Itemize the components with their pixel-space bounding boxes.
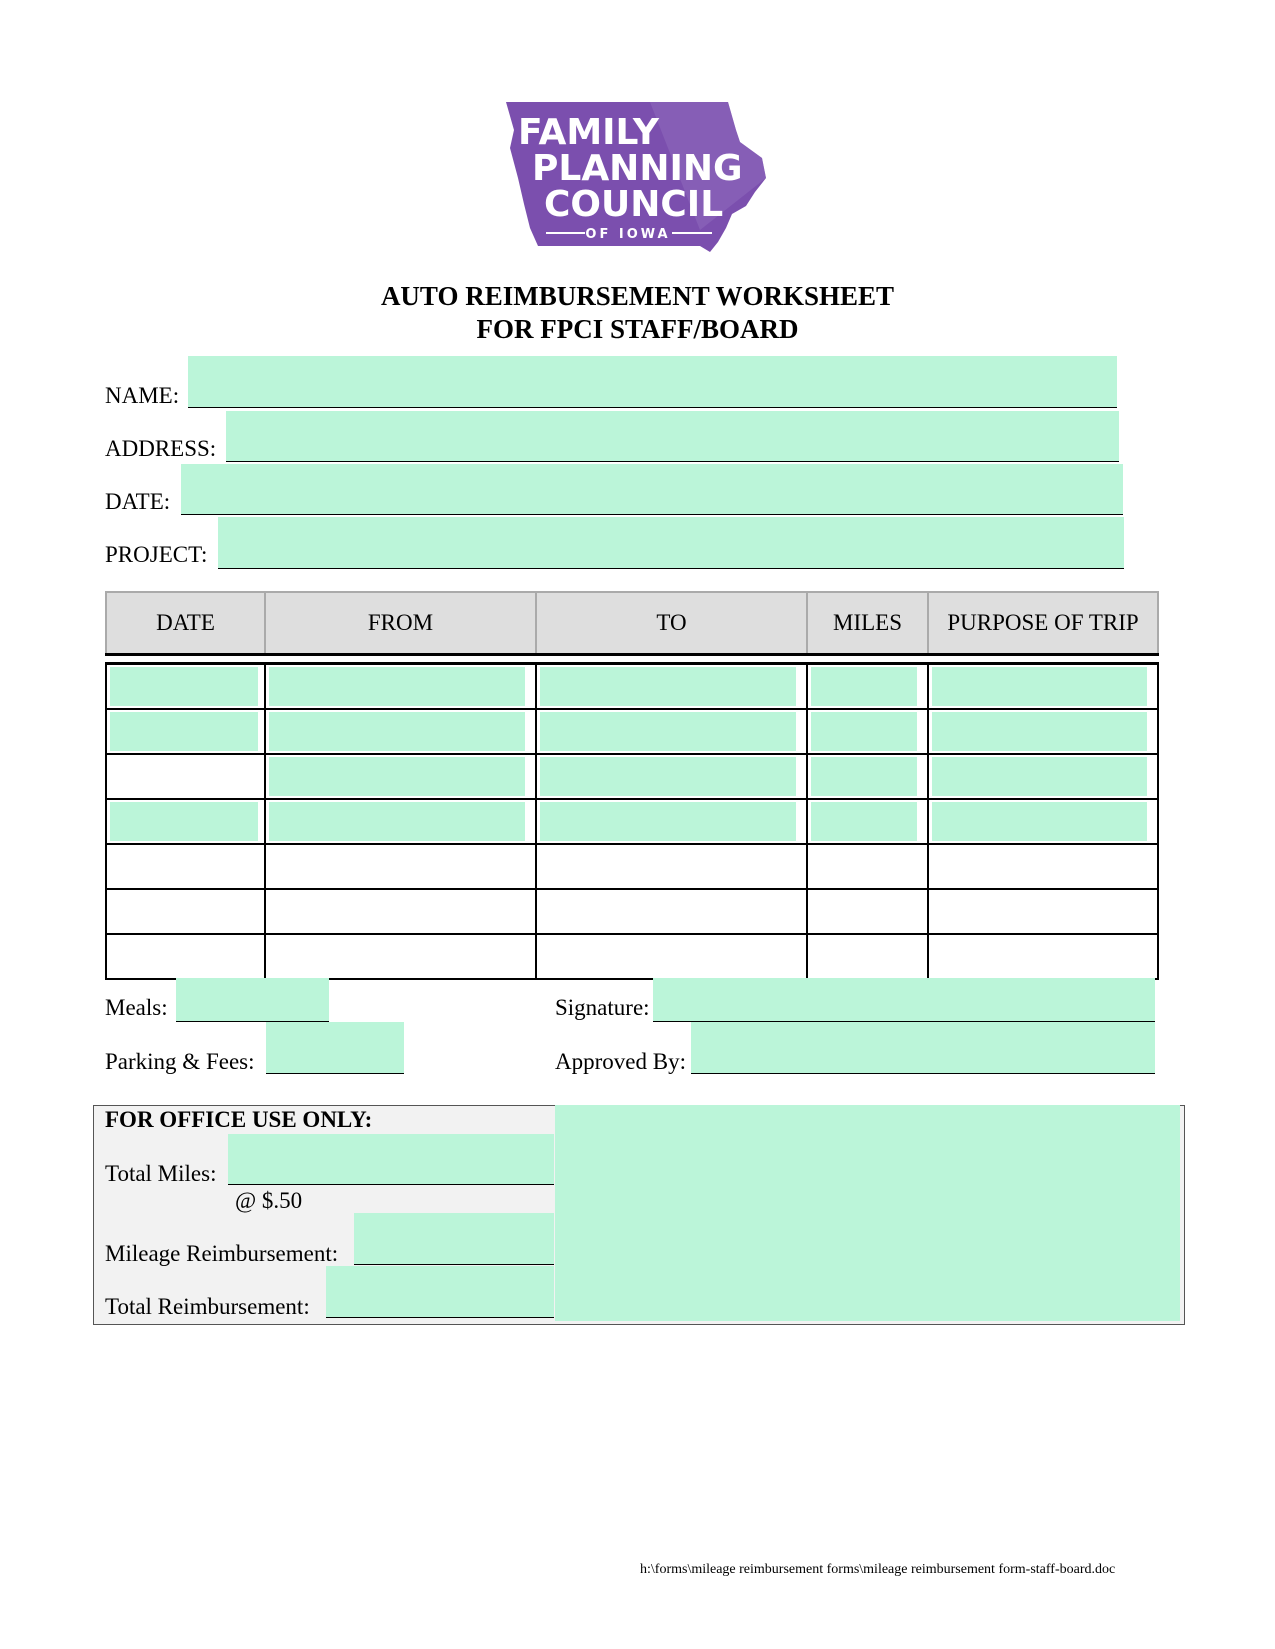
column-header-miles: MILES <box>807 592 928 655</box>
address-label: ADDRESS: <box>105 436 217 461</box>
table-row <box>106 844 1158 889</box>
page-subtitle: FOR FPCI STAFF/BOARD <box>476 314 799 344</box>
logo-line-1: FAMILY <box>518 112 659 153</box>
date-label: DATE: <box>105 489 171 514</box>
page-title: AUTO REIMBURSEMENT WORKSHEET <box>380 281 895 311</box>
meals-label: Meals: <box>105 995 168 1020</box>
table-row <box>106 664 1158 710</box>
project-field[interactable] <box>218 517 1124 569</box>
table-row <box>106 799 1158 844</box>
trip-to-field[interactable] <box>540 757 796 796</box>
table-row <box>106 934 1158 979</box>
column-header-date: DATE <box>106 592 265 655</box>
column-header-purpose: PURPOSE OF TRIP <box>928 592 1158 655</box>
logo-line-2: PLANNING <box>532 148 743 189</box>
parking-label: Parking & Fees: <box>105 1049 255 1074</box>
trip-purpose-field[interactable] <box>932 712 1147 751</box>
table-row <box>106 889 1158 934</box>
approved-by-label: Approved By: <box>555 1049 686 1074</box>
office-notes-field[interactable] <box>555 1105 1180 1321</box>
mileage-reimbursement-label: Mileage Reimbursement: <box>105 1241 339 1266</box>
logo-line-3: COUNCIL <box>544 184 724 225</box>
trip-to-field[interactable] <box>540 667 796 706</box>
total-miles-field[interactable] <box>228 1134 554 1185</box>
office-use-heading: FOR OFFICE USE ONLY: <box>105 1107 373 1132</box>
document-file-path: h:\forms\mileage reimbursement forms\mileage reimbursement form-staff-board.doc <box>640 1562 1116 1577</box>
trip-from-field[interactable] <box>269 667 525 706</box>
trip-purpose-field[interactable] <box>932 757 1147 796</box>
trip-from-field[interactable] <box>269 757 525 796</box>
mileage-rate: @ $.50 <box>235 1188 303 1213</box>
total-reimbursement-label: Total Reimbursement: <box>105 1294 310 1319</box>
trip-date-field[interactable] <box>110 712 258 751</box>
header-separator <box>106 655 1158 664</box>
signature-field[interactable] <box>653 978 1155 1022</box>
organization-logo <box>500 100 775 260</box>
trip-purpose-field[interactable] <box>932 802 1147 841</box>
trip-miles-field[interactable] <box>811 802 917 841</box>
trip-purpose-field[interactable] <box>932 667 1147 706</box>
total-miles-label: Total Miles: <box>105 1161 217 1186</box>
trip-log-table <box>105 591 1159 980</box>
total-reimbursement-field[interactable] <box>326 1266 554 1318</box>
trip-date-field[interactable] <box>110 667 258 706</box>
name-label: NAME: <box>105 383 180 408</box>
trip-miles-field[interactable] <box>811 667 917 706</box>
trip-to-field[interactable] <box>540 712 796 751</box>
iowa-state-shape-icon <box>500 100 775 260</box>
table-row <box>106 754 1158 799</box>
trip-to-field[interactable] <box>540 802 796 841</box>
project-label: PROJECT: <box>105 542 208 567</box>
trip-miles-field[interactable] <box>811 757 917 796</box>
column-header-to: TO <box>536 592 807 655</box>
trip-from-field[interactable] <box>269 802 525 841</box>
signature-label: Signature: <box>555 995 650 1020</box>
column-header-from: FROM <box>265 592 536 655</box>
trip-date-cell <box>106 754 265 799</box>
parking-fees-field[interactable] <box>266 1022 404 1074</box>
approved-by-field[interactable] <box>691 1022 1155 1074</box>
name-field[interactable] <box>188 356 1117 408</box>
table-row <box>106 709 1158 754</box>
logo-line-4: OF IOWA <box>585 227 671 242</box>
mileage-reimbursement-field[interactable] <box>354 1213 554 1265</box>
meals-field[interactable] <box>176 978 329 1022</box>
trip-miles-field[interactable] <box>811 712 917 751</box>
trip-date-field[interactable] <box>110 802 258 841</box>
trip-from-field[interactable] <box>269 712 525 751</box>
date-field[interactable] <box>181 464 1123 515</box>
address-field[interactable] <box>226 411 1119 462</box>
